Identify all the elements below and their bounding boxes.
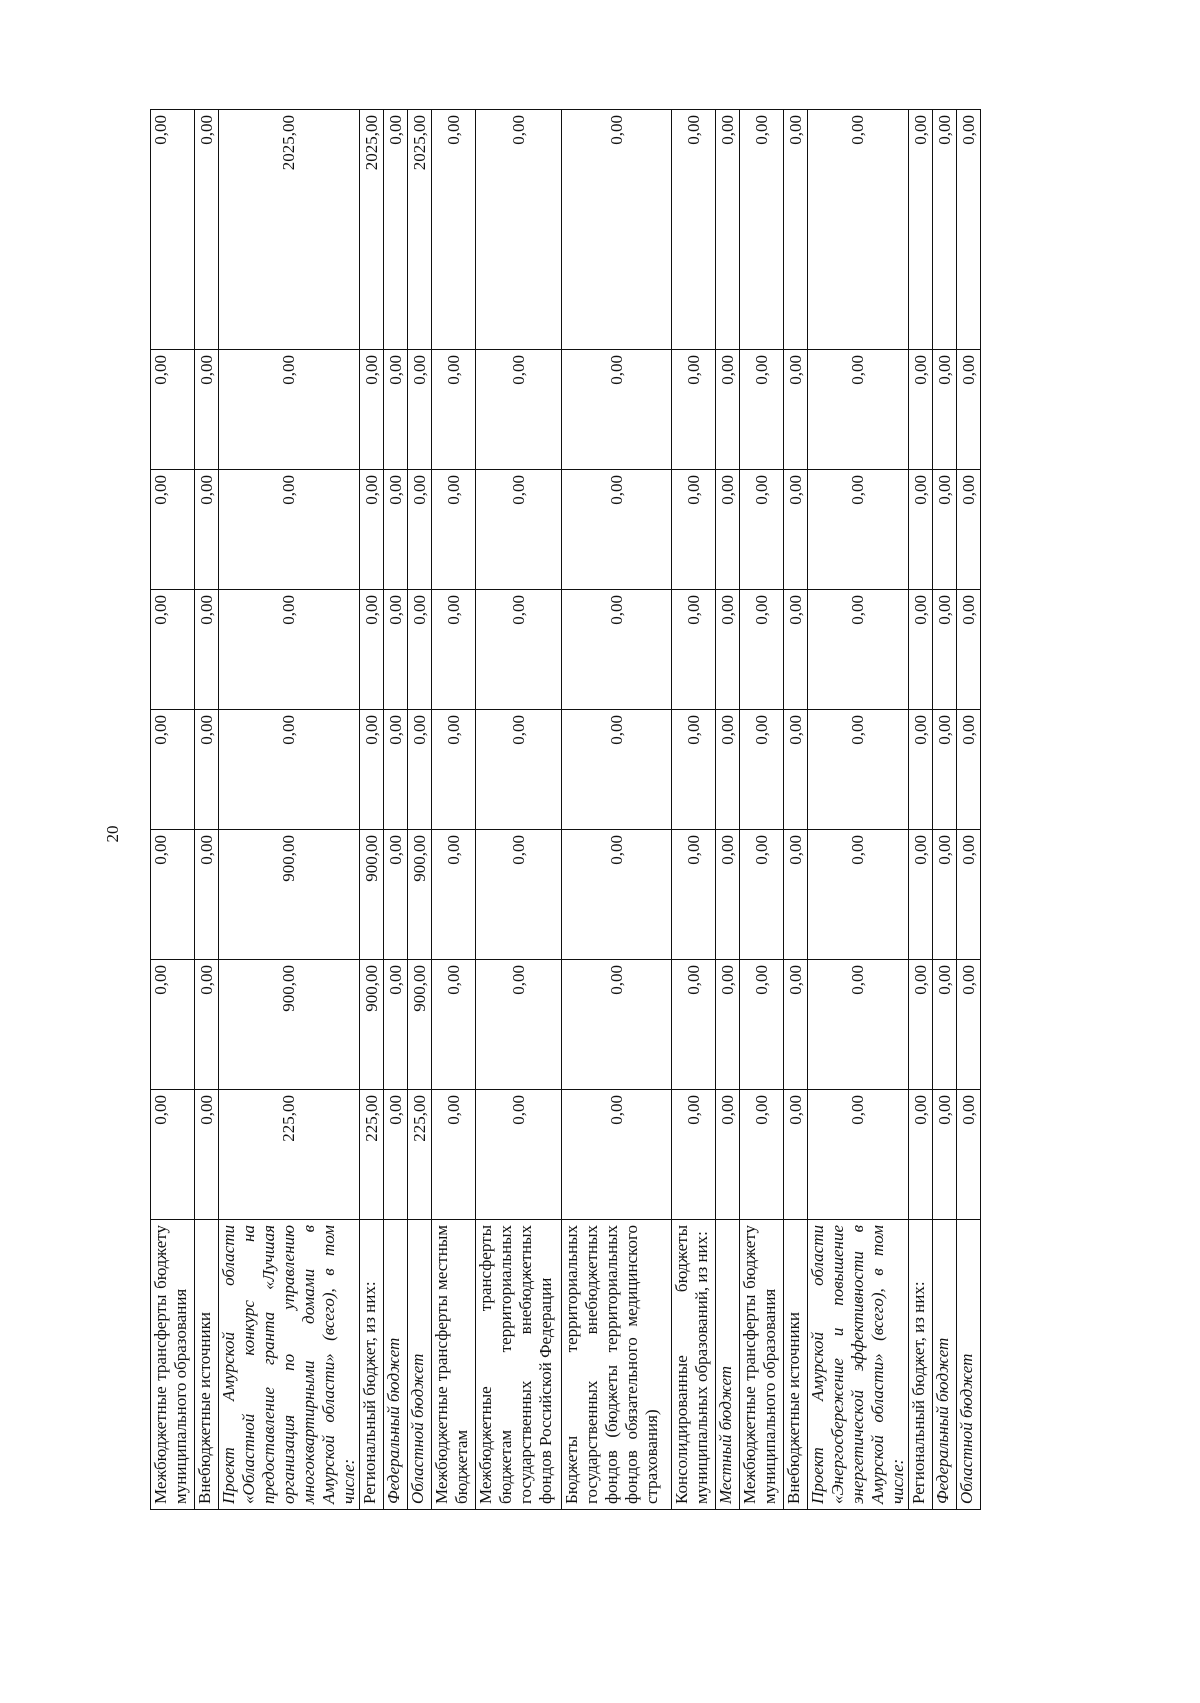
value-cell: 0,00 xyxy=(562,710,672,830)
value-cell: 0,00 xyxy=(151,830,195,960)
value-cell: 0,00 xyxy=(909,350,933,470)
value-cell: 0,00 xyxy=(716,350,740,470)
value-cell: 0,00 xyxy=(784,830,808,960)
value-cell: 0,00 xyxy=(957,590,981,710)
value-cell: 900,00 xyxy=(360,960,384,1090)
value-cell: 0,00 xyxy=(957,960,981,1090)
value-cell: 0,00 xyxy=(909,710,933,830)
table-row xyxy=(909,110,933,1510)
value-cell: 0,00 xyxy=(384,830,408,960)
value-cell: 0,00 xyxy=(784,470,808,590)
value-cell: 0,00 xyxy=(562,960,672,1090)
value-cell: 0,00 xyxy=(740,470,784,590)
value-cell: 0,00 xyxy=(740,710,784,830)
table-row xyxy=(957,110,981,1510)
row-label: Федеральный бюджет xyxy=(384,1220,408,1510)
value-cell: 0,00 xyxy=(808,710,909,830)
page-number: 20 xyxy=(103,825,122,843)
value-cell: 0,00 xyxy=(408,590,432,710)
table-row xyxy=(672,110,716,1510)
value-cell: 0,00 xyxy=(909,830,933,960)
budget-table xyxy=(150,109,981,1510)
value-cell: 0,00 xyxy=(195,1090,219,1220)
value-cell: 0,00 xyxy=(933,710,957,830)
table-row xyxy=(384,110,408,1510)
table-row xyxy=(716,110,740,1510)
value-cell: 0,00 xyxy=(740,1090,784,1220)
value-cell: 0,00 xyxy=(957,470,981,590)
value-cell: 0,00 xyxy=(909,470,933,590)
value-cell: 0,00 xyxy=(219,590,360,710)
value-cell: 0,00 xyxy=(784,1090,808,1220)
value-cell: 0,00 xyxy=(933,470,957,590)
table-row xyxy=(784,110,808,1510)
value-cell: 0,00 xyxy=(957,350,981,470)
value-cell: 0,00 xyxy=(957,1090,981,1220)
value-cell: 0,00 xyxy=(672,350,716,470)
table-row xyxy=(432,110,476,1510)
value-cell: 0,00 xyxy=(784,710,808,830)
value-cell: 0,00 xyxy=(384,350,408,470)
value-cell: 0,00 xyxy=(716,830,740,960)
value-cell: 0,00 xyxy=(195,350,219,470)
row-label: Проект Амурской области «Энергосбережение и повышение энергетической эффективности в Амурской области» (всего), в том числе: xyxy=(808,1220,909,1510)
table-row xyxy=(476,110,562,1510)
value-cell: 0,00 xyxy=(195,590,219,710)
table-body xyxy=(151,110,981,1510)
value-cell: 0,00 xyxy=(195,110,219,350)
value-cell: 0,00 xyxy=(808,470,909,590)
value-cell: 0,00 xyxy=(151,590,195,710)
row-label: Региональный бюджет, из них: xyxy=(909,1220,933,1510)
value-cell: 0,00 xyxy=(151,710,195,830)
table-row xyxy=(151,110,195,1510)
value-cell: 0,00 xyxy=(740,350,784,470)
rotated-table-wrapper xyxy=(150,110,1030,1510)
value-cell: 0,00 xyxy=(808,110,909,350)
value-cell: 0,00 xyxy=(195,470,219,590)
value-cell: 0,00 xyxy=(476,470,562,590)
value-cell: 225,00 xyxy=(219,1090,360,1220)
value-cell: 0,00 xyxy=(476,350,562,470)
value-cell: 900,00 xyxy=(408,960,432,1090)
row-label: Региональный бюджет, из них: xyxy=(360,1220,384,1510)
value-cell: 0,00 xyxy=(562,830,672,960)
value-cell: 0,00 xyxy=(740,110,784,350)
value-cell: 0,00 xyxy=(740,830,784,960)
value-cell: 0,00 xyxy=(672,1090,716,1220)
row-label: Межбюджетные трансферты бюджетам территориальных государственных внебюджетных фондов Российской Федерации xyxy=(476,1220,562,1510)
value-cell: 0,00 xyxy=(476,590,562,710)
value-cell: 0,00 xyxy=(716,110,740,350)
value-cell: 0,00 xyxy=(672,830,716,960)
value-cell: 0,00 xyxy=(360,710,384,830)
value-cell: 0,00 xyxy=(672,470,716,590)
value-cell: 900,00 xyxy=(219,960,360,1090)
value-cell: 0,00 xyxy=(384,960,408,1090)
value-cell: 0,00 xyxy=(360,590,384,710)
value-cell: 0,00 xyxy=(933,1090,957,1220)
value-cell: 0,00 xyxy=(432,590,476,710)
value-cell: 0,00 xyxy=(408,470,432,590)
row-label: Федеральный бюджет xyxy=(933,1220,957,1510)
value-cell: 0,00 xyxy=(933,590,957,710)
value-cell: 900,00 xyxy=(408,830,432,960)
value-cell: 0,00 xyxy=(476,830,562,960)
value-cell: 0,00 xyxy=(476,960,562,1090)
value-cell: 0,00 xyxy=(360,470,384,590)
value-cell: 0,00 xyxy=(716,1090,740,1220)
row-label: Внебюджетные источники xyxy=(784,1220,808,1510)
value-cell: 0,00 xyxy=(716,960,740,1090)
value-cell: 0,00 xyxy=(909,110,933,350)
table-row xyxy=(360,110,384,1510)
value-cell: 900,00 xyxy=(219,830,360,960)
row-label: Областной бюджет xyxy=(957,1220,981,1510)
value-cell: 0,00 xyxy=(384,110,408,350)
value-cell: 0,00 xyxy=(909,590,933,710)
table-row xyxy=(562,110,672,1510)
value-cell: 2025,00 xyxy=(219,110,360,350)
value-cell: 0,00 xyxy=(432,1090,476,1220)
value-cell: 0,00 xyxy=(933,960,957,1090)
value-cell: 0,00 xyxy=(808,960,909,1090)
value-cell: 0,00 xyxy=(562,350,672,470)
value-cell: 0,00 xyxy=(933,830,957,960)
value-cell: 0,00 xyxy=(909,960,933,1090)
value-cell: 0,00 xyxy=(808,350,909,470)
value-cell: 0,00 xyxy=(476,710,562,830)
value-cell: 0,00 xyxy=(151,350,195,470)
value-cell: 0,00 xyxy=(716,470,740,590)
table-row xyxy=(808,110,909,1510)
value-cell: 0,00 xyxy=(740,960,784,1090)
value-cell: 0,00 xyxy=(432,470,476,590)
value-cell: 0,00 xyxy=(933,110,957,350)
value-cell: 0,00 xyxy=(716,710,740,830)
value-cell: 0,00 xyxy=(784,350,808,470)
value-cell: 0,00 xyxy=(562,590,672,710)
row-label: Межбюджетные трансферты бюджету муниципального образования xyxy=(740,1220,784,1510)
value-cell: 0,00 xyxy=(432,350,476,470)
value-cell: 0,00 xyxy=(151,960,195,1090)
value-cell: 0,00 xyxy=(360,350,384,470)
value-cell: 0,00 xyxy=(562,470,672,590)
value-cell: 0,00 xyxy=(384,470,408,590)
value-cell: 0,00 xyxy=(808,1090,909,1220)
value-cell: 0,00 xyxy=(672,590,716,710)
value-cell: 0,00 xyxy=(476,1090,562,1220)
table-row xyxy=(933,110,957,1510)
value-cell: 0,00 xyxy=(432,710,476,830)
value-cell: 0,00 xyxy=(784,110,808,350)
value-cell: 0,00 xyxy=(672,960,716,1090)
row-label: Внебюджетные источники xyxy=(195,1220,219,1510)
value-cell: 0,00 xyxy=(716,590,740,710)
value-cell: 0,00 xyxy=(933,350,957,470)
value-cell: 0,00 xyxy=(672,710,716,830)
value-cell: 0,00 xyxy=(219,710,360,830)
row-label: Консолидированные бюджеты муниципальных образований, из них: xyxy=(672,1220,716,1510)
value-cell: 0,00 xyxy=(151,470,195,590)
value-cell: 0,00 xyxy=(384,590,408,710)
row-label: Межбюджетные трансферты бюджету муниципального образования xyxy=(151,1220,195,1510)
value-cell: 900,00 xyxy=(360,830,384,960)
value-cell: 2025,00 xyxy=(408,110,432,350)
value-cell: 0,00 xyxy=(219,470,360,590)
value-cell: 0,00 xyxy=(195,960,219,1090)
value-cell: 0,00 xyxy=(562,110,672,350)
value-cell: 0,00 xyxy=(151,1090,195,1220)
value-cell: 225,00 xyxy=(360,1090,384,1220)
value-cell: 0,00 xyxy=(432,110,476,350)
value-cell: 0,00 xyxy=(808,590,909,710)
value-cell: 0,00 xyxy=(195,710,219,830)
value-cell: 0,00 xyxy=(808,830,909,960)
value-cell: 0,00 xyxy=(672,110,716,350)
value-cell: 225,00 xyxy=(408,1090,432,1220)
value-cell: 0,00 xyxy=(784,590,808,710)
value-cell: 0,00 xyxy=(476,110,562,350)
value-cell: 0,00 xyxy=(408,710,432,830)
value-cell: 0,00 xyxy=(957,110,981,350)
value-cell: 0,00 xyxy=(562,1090,672,1220)
table-row xyxy=(740,110,784,1510)
value-cell: 0,00 xyxy=(957,710,981,830)
value-cell: 2025,00 xyxy=(360,110,384,350)
value-cell: 0,00 xyxy=(219,350,360,470)
table-row xyxy=(219,110,360,1510)
row-label: Межбюджетные трансферты местным бюджетам xyxy=(432,1220,476,1510)
value-cell: 0,00 xyxy=(408,350,432,470)
value-cell: 0,00 xyxy=(384,710,408,830)
value-cell: 0,00 xyxy=(784,960,808,1090)
row-label: Местный бюджет xyxy=(716,1220,740,1510)
value-cell: 0,00 xyxy=(195,830,219,960)
row-label: Проект Амурской области «Областной конкурс на предоставление гранта «Лучшая организация по управлению многоквартирными домами в Амурской области» (всего), в том числе: xyxy=(219,1220,360,1510)
value-cell: 0,00 xyxy=(432,830,476,960)
table-row xyxy=(408,110,432,1510)
row-label: Бюджеты территориальных государственных внебюджетных фондов (бюджеты территориальных фондов обязательного медицинского страхования) xyxy=(562,1220,672,1510)
value-cell: 0,00 xyxy=(432,960,476,1090)
value-cell: 0,00 xyxy=(957,830,981,960)
value-cell: 0,00 xyxy=(909,1090,933,1220)
row-label: Областной бюджет xyxy=(408,1220,432,1510)
value-cell: 0,00 xyxy=(740,590,784,710)
value-cell: 0,00 xyxy=(151,110,195,350)
value-cell: 0,00 xyxy=(384,1090,408,1220)
table-row xyxy=(195,110,219,1510)
